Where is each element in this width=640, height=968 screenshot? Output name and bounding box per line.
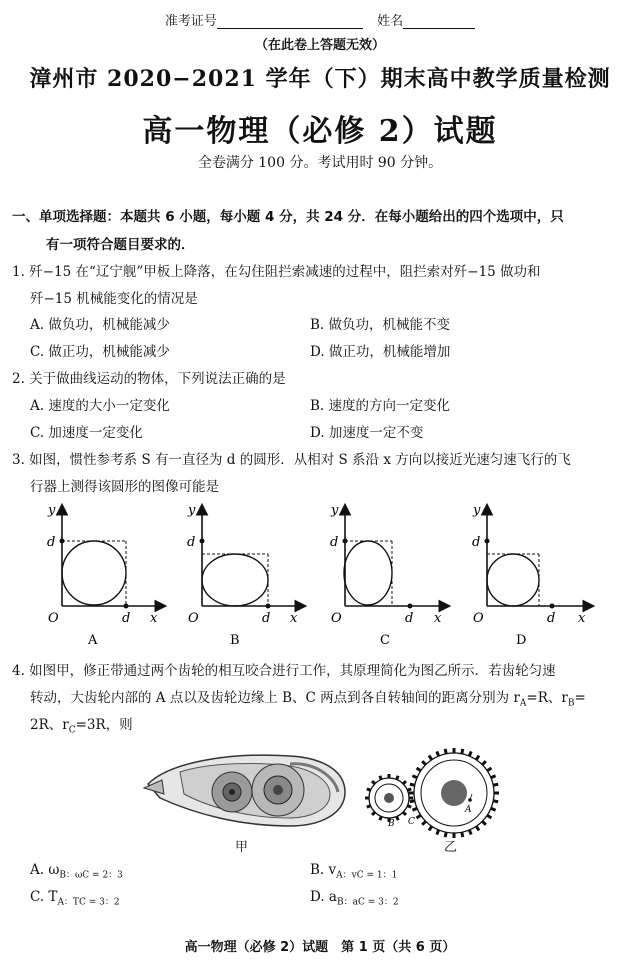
page-footer: 高一物理（必修 2）试题 第 1 页（共 6 页） [184, 940, 456, 955]
gear-tooth [482, 761, 486, 765]
name-blank [403, 14, 475, 29]
q4-option-b [310, 862, 397, 881]
gear-tooth [476, 826, 479, 830]
q3-d-origin: O [473, 611, 484, 626]
exam-info: 全卷满分 100 分。考试用时 90 分钟。 [197, 155, 443, 171]
q3-d-d-label: d [472, 535, 481, 550]
q3-a-label: A [88, 633, 98, 648]
correction-tape-image [140, 742, 350, 832]
q1-option-b: B. 做负功，机械能不变 [310, 317, 451, 333]
gear-tooth [407, 789, 411, 791]
gear-tooth [397, 776, 399, 780]
q3-c-d-x-label: d [405, 611, 414, 626]
gear-tooth [437, 830, 439, 835]
exam-id-blank [217, 14, 363, 29]
gear-tooth [403, 812, 406, 815]
q1-option-a: A. 做负功，机械能减少 [30, 317, 170, 333]
q3-d-x-label: x [578, 611, 586, 626]
gear-tooth [422, 821, 426, 825]
q4-opt-b-start: B. v [310, 862, 337, 878]
gear-tooth [491, 808, 496, 810]
q3-b-origin: O [188, 611, 199, 626]
q3-b-d-x-label: d [262, 611, 271, 626]
gear-tooth [493, 784, 498, 785]
q3-c-origin: O [331, 611, 342, 626]
q4-opt-b-mid: A：v [336, 870, 357, 881]
exam-id-label: 准考证号 [164, 14, 217, 29]
q3-c-y-label: y [331, 503, 339, 518]
gear-tooth [372, 781, 375, 784]
exam-info-line [0, 10, 640, 29]
gear-tooth [469, 830, 471, 835]
q4-opt-d-end: C = 3：2 [357, 897, 399, 908]
q3-b-d-label: d [187, 535, 196, 550]
q4-opt-a-start: A. ω [30, 862, 60, 878]
q4-opt-c-start: C. T [30, 889, 58, 905]
fig-yi-label: 乙 [444, 840, 458, 855]
q4-opt-c-end: C = 3：2 [78, 897, 120, 908]
q3-c-x-label: x [434, 611, 442, 626]
notice: （在此卷上答题无效） [254, 38, 385, 53]
q3-a-x-label: x [150, 611, 158, 626]
gear-tooth [491, 776, 496, 778]
gear-tooth [482, 821, 486, 825]
fig-jia-label: 甲 [235, 840, 249, 855]
gear-tooth [429, 826, 432, 830]
q4-opt-a-mid: B：ω [59, 870, 83, 881]
q4-sub-a: A [519, 698, 527, 709]
q4-option-a [30, 862, 123, 881]
gear-tooth [412, 776, 417, 778]
name-label: 姓名 [377, 14, 404, 29]
q3-figure-b [187, 503, 304, 648]
q3-figure-d [472, 503, 592, 648]
q4-opt-d-start: D. a [310, 889, 337, 905]
q3-a-d-label: d [47, 535, 56, 550]
exam-title: 漳州市 2020−2021 学年（下）期末高中教学质量检测 [29, 66, 611, 92]
gear-tooth [417, 815, 421, 818]
q4-opt-b-end: C = 1：1 [356, 870, 398, 881]
q1-line1: 1. 歼−15 在“辽宁舰”甲板上降落，在勾住阻拦索减速的过程中，阻拦索对歼−15 做功和 [12, 264, 541, 280]
q4-line2-text: 转动，大齿轮内部的 A 点以及齿轮边缘上 B、C 两点到各自转轴间的距离分别为 r [30, 690, 520, 706]
q3-figure-c [330, 503, 448, 648]
q4-line2 [30, 686, 586, 709]
gear-tooth [372, 812, 375, 815]
q3-c-label: C [380, 633, 390, 648]
q3-d-label: D [516, 633, 527, 648]
gear-label-a: A [465, 805, 472, 815]
q3-b-x-label: x [290, 611, 298, 626]
q4-line3-end: =3R，则 [75, 717, 133, 733]
q4-line2-end: = [574, 690, 586, 706]
q4-option-c [30, 889, 120, 908]
gear-tooth [403, 781, 406, 784]
gear-tooth [487, 768, 491, 771]
q4-line3-text: 2R、r [30, 717, 69, 733]
q1-option-c: C. 做正功，机械能减少 [30, 344, 170, 360]
q3-d-y-label: y [473, 503, 481, 518]
gear-tooth [367, 789, 371, 791]
q3-line1: 3. 如图，惯性参考系 S 有一直径为 d 的圆形．从相对 S 系沿 x 方向以接近光速匀速飞行的飞 [12, 452, 571, 468]
q3-c-d-label: d [330, 535, 339, 550]
q4-opt-d-mid: B：a [336, 897, 358, 908]
gear-tooth [469, 751, 471, 756]
gear-tooth [410, 801, 415, 802]
q3-b-y-label: y [188, 503, 196, 518]
q4-option-d [310, 889, 399, 908]
gear-tooth [367, 806, 371, 808]
gear-tooth [397, 816, 399, 820]
gear-tooth [380, 816, 382, 820]
q3-d-d-x-label: d [547, 611, 556, 626]
gear-tooth [462, 832, 463, 837]
gear-tooth [445, 749, 446, 754]
q1-option-d: D. 做正功，机械能增加 [310, 344, 451, 360]
q2-option-d: D. 加速度一定不变 [310, 425, 424, 441]
q1-line2: 歼−15 机械能变化的情况是 [30, 291, 198, 307]
gear-tooth [487, 815, 491, 818]
q3-b-label: B [230, 633, 240, 648]
q3-figures [40, 498, 630, 653]
gear-tooth [407, 806, 411, 808]
gear-tooth [493, 801, 498, 802]
q2-line1: 2. 关于做曲线运动的物体，下列说法正确的是 [12, 371, 286, 387]
q3-figure-a [47, 503, 164, 648]
gears-diagram [362, 738, 502, 848]
gear-tooth [380, 776, 382, 780]
gear-tooth [476, 756, 479, 760]
q2-option-b: B. 速度的方向一定变化 [310, 398, 451, 414]
q4-sub-b: B [567, 698, 575, 709]
gear-tooth [429, 756, 432, 760]
gear-tooth [422, 761, 426, 765]
q3-a-d-x-label: d [122, 611, 131, 626]
q4-opt-c-mid: A：T [57, 897, 79, 908]
subject-title: 高一物理（必修 2）试题 [142, 114, 498, 149]
q4-line3 [30, 713, 133, 736]
section1-line1: 一、单项选择题：本题共 6 小题，每小题 4 分，共 24 分．在每小题给出的四个选项中，只 [12, 209, 564, 225]
q4-line2-mid: =R、r [526, 690, 568, 706]
q4-line1: 4. 如图甲，修正带通过两个齿轮的相互咬合进行工作，其原理简化为图乙所示．若齿轮匀速 [12, 663, 556, 679]
q3-line2: 行器上测得该圆形的图像可能是 [30, 479, 219, 495]
gear-tooth [462, 749, 463, 754]
gear-tooth [437, 751, 439, 756]
q2-option-c: C. 加速度一定变化 [30, 425, 143, 441]
gear-tooth [417, 768, 421, 771]
q3-a-origin: O [48, 611, 59, 626]
q4-sub-c: C [68, 725, 76, 736]
gear-tooth [410, 784, 415, 785]
q3-a-y-label: y [48, 503, 56, 518]
gear-label-b: B [388, 819, 395, 829]
gear-label-c: C [408, 817, 415, 827]
section1-line2: 有一项符合题目要求的． [46, 237, 195, 253]
q4-opt-a-end: C = 2：3 [82, 870, 123, 881]
gear-tooth [412, 808, 417, 810]
q2-option-a: A. 速度的大小一定变化 [30, 398, 170, 414]
